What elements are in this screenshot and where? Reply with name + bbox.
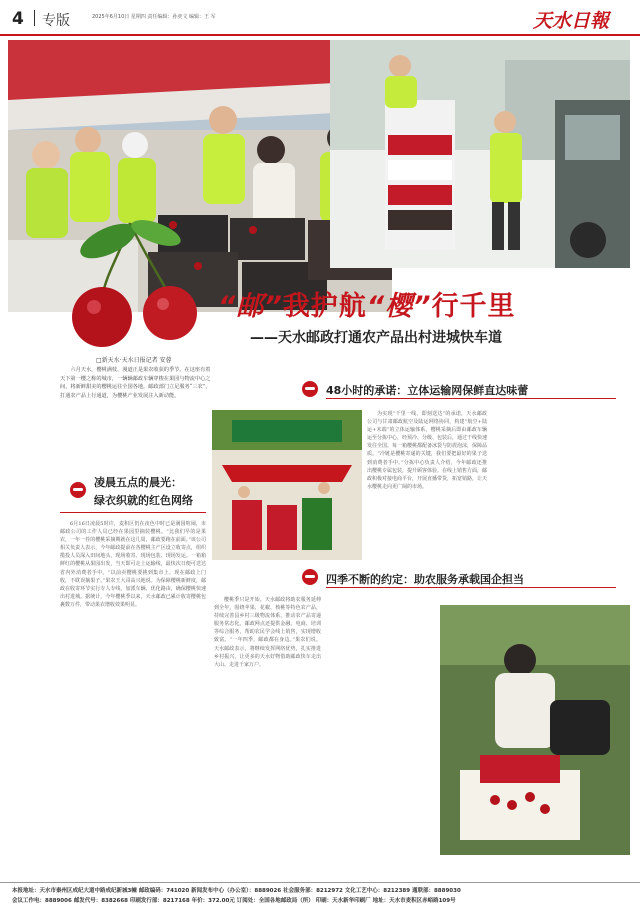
masthead-meta: 2025年6月10日 星期四 责任编辑：孙奕文 编辑：王 军 [92,14,216,20]
headline-part-2: 行千里 [431,291,516,322]
post-office-photo [212,410,362,560]
footer-divider [0,882,640,883]
section-1-heading-line-1: 凌晨五点的晨光： [94,476,182,489]
packing-photo [440,605,630,855]
section-3-body-col-2 [326,596,433,866]
cherries-illustration [60,215,210,350]
section-3-body-col-1: 樱桃季只是开始。天水邮政将助农服务延伸到全年，围绕苹果、花椒、核桃等特色农产品，持续完善县乡村三级物流体系，推动农产品寄递服务常态化。邮政网点还提供金融、电商、培训等综合服务，帮助农民学会线上销售，实现增收致富。“一年四季，邮政都在身边。”果农们说。天水邮政表示，将继续发挥网络优势，扎实推进乡村振兴，让更多的天水好物借助邮政快车走出大山、走进千家万户。 [214,597,321,668]
section-1-icon [70,482,86,498]
section-3-heading: 四季不断的约定：助农服务承载国企担当 [326,573,524,586]
intro-paragraph: 六月天水，樱桃满枝，漫道正是果农收获的季节。在这座有着天下第一樱之称的城市，一辆辆邮政车辆穿梭在果园与物流中心之间，将新鲜甜美的樱桃运往全国各地。邮政部门立足服务“三农”，打通农产品上行通道，为樱桃产业发展注入新动能。 [60,367,211,399]
footer-line-2: 会议工作电：8889006 邮发代号：8382668 印刷发行部：8217168 年价：372.00元 订阅处：全国各地邮政局（所） 印刷：天水新华印刷厂 地址：天水市麦积区赤峪路109号 [12,897,456,904]
right-photo [330,40,630,268]
headline-quote-1: “邮” [218,291,283,322]
section-2-body-col-2 [492,410,617,565]
byline: □新天水·天水日报记者 安蓉 [96,357,172,364]
footer-line-1: 本报地址：天水市秦州区成纪大道中路成纪新城3幢 邮政编码：741020 新闻发布中心（办公室）：8889026 社会服务部：8212972 文化工艺中心：8212389 通联部：8889030 [12,888,461,894]
headline [218,284,516,323]
headline-quote-2: “樱” [366,291,432,322]
packing-cherries-image [440,605,630,855]
subtitle: ——天水邮政打通农产品出村进城快车道 [250,330,502,346]
section-1-body: 6月16日凌晨5时许，麦积区仍在夜色中时已是满园喧闹，市邮政公司的工作人员已经在果园里摘装樱桃。“比我们早的是果农，一年一茬的樱桃采摘期就在这几周，邮政要跑在前面。”该公司相关负责人表示，今年邮政提前在各樱桃主产区设立收寄点，组织揽投人员深入田间地头，现场收寄、现场包装、现场发运。一箱箱鲜红的樱桃从果园出发，当天即可走上运输线，最快次日便可送达省内外消费者手中。“以前卖樱桃要挑到集市上，现在邮政上门收，不耽误摘果子。”果农王大哥高兴地说。为保障樱桃新鲜度，邮政在收寄环节实行专人专线，加派车辆、优化路由，确保樱桃快速出村进城。据统计，今年樱桃季以来，天水邮政已累计收寄樱桃包裹数万件，带动果农增收效果明显。 [60,521,206,608]
footer [12,887,634,907]
section-3-icon [302,569,318,585]
section-1-heading-line-2: 绿衣织就的红色网络 [94,494,193,507]
section-2-rule [326,398,616,399]
delivery-van-image [330,40,630,268]
section-3-rule [326,587,616,588]
post-office-stall-image [212,410,362,560]
headline-part-1: 我护航 [282,291,367,322]
section-2-heading: 48小时的承诺：立体运输网保鲜直达味蕾 [326,384,529,397]
section-name: 专版 [42,13,70,29]
paper-logo: 天水日報 [533,10,610,32]
page-number: 4 [12,9,24,29]
section-2-body-col-1: 为实现“千里一线，即刻送达”的承诺，天水邮政公司与甘肃邮政航空及陆运网络协同，构建“航空+陆运+末端”的立体运输体系。樱桃采摘后即由邮政车辆运至分拣中心，经预冷、分级、包装后，通过干线快速发往全国。每一箱樱桃都配备冰袋与防震泡沫，保障品质。“冷链是樱桃寄递的关键，我们要把最好的果子送到消费者手中。”分拣中心负责人介绍，今年邮政还推出樱桃专属包装，提升顾客体验。在线上销售方面，邮政积极对接电商平台，开展直播带货，拓宽销路，让天水樱桃走向更广阔的市场。 [367,411,487,490]
section-2-icon [302,381,318,397]
masthead-divider [34,10,35,26]
section-1-rule [60,512,206,513]
